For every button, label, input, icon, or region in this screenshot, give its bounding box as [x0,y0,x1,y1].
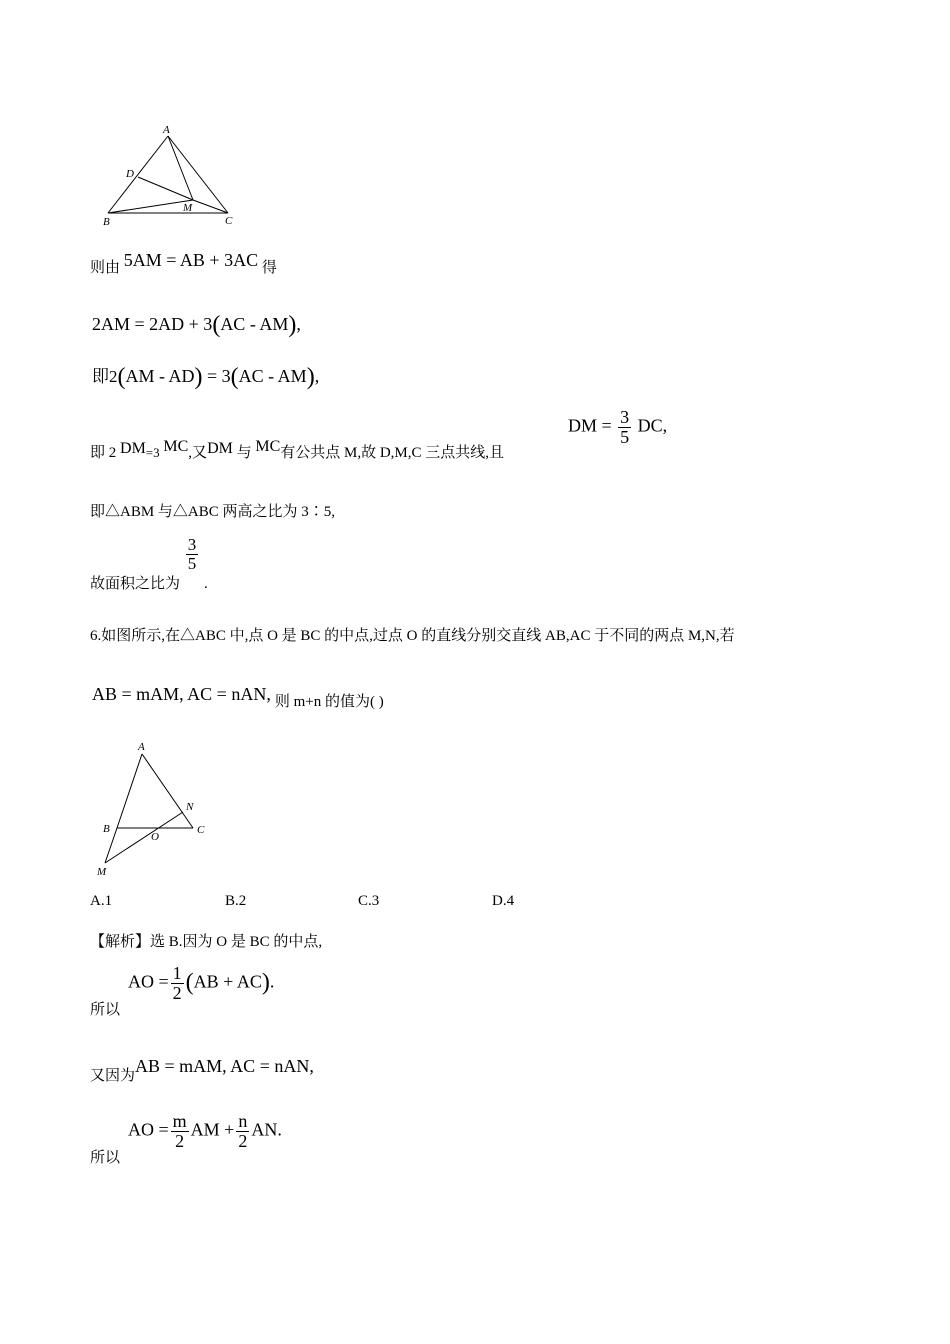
option-d: D.4 [492,893,515,909]
label-c2: C [197,824,205,836]
solution-step-1-prefix: 所以 [90,1002,121,1018]
triangle-figure-2 [95,735,215,880]
label-m2: M [97,866,107,878]
line-6: 故面积之比为 $\frac{3}{5}$ . [90,535,208,592]
solution-step-1: AO = $\frac{1}{2}$ (AB + AC). [128,963,275,1003]
label-d: D [126,168,134,180]
question-6-cont: AB = mAM, AC = nAN, 则 m+n 的值为( ) [92,684,384,710]
label-c: C [225,215,233,227]
line-4: 即 2 DM=3 MC,又DM 与 MC有公共点 M,故 D,M,C 三点共线,且 [90,438,505,461]
option-b: B.2 [225,893,247,909]
option-a: A.1 [90,893,113,909]
label-b2: B [103,823,110,835]
question-6: 6.如图所示,在△ABC 中,点 O 是 BC 的中点,过点 O 的直线分别交直线 AB,AC 于不同的两点 M,N,若 [90,628,735,644]
solution-step-3-prefix: 所以 [90,1150,121,1166]
option-c: C.3 [358,893,380,909]
line-5: 即△ABM 与△ABC 两高之比为 3∶5, [90,504,336,520]
triangle-figure-1 [95,120,245,230]
solution-step-3: AO = $\frac{m}{2}$ AM + $\frac{n}{2}$ AN. [128,1111,282,1151]
label-b: B [103,216,110,228]
label-a2: A [138,741,145,753]
line-3: 即2(AM - AD) = 3(AC - AM), [92,364,320,390]
line-2: 2AM = 2AD + 3(AC - AM), [92,312,301,338]
label-n: N [186,801,194,813]
line-1: 则由 5AM = AB + 3AC 得 [90,250,277,276]
label-o: O [151,831,159,843]
label-a: A [163,124,170,136]
eq-5am: 5AM = AB + 3AC [123,250,259,270]
solution-step-2: 又因为AB = mAM, AC = nAN, [90,1056,314,1084]
label-m: M [183,202,193,214]
dm-equation: DM = $\frac{3}{5}$ DC, [568,407,668,447]
solution-head: 【解析】选 B.因为 O 是 BC 的中点, [90,934,323,950]
